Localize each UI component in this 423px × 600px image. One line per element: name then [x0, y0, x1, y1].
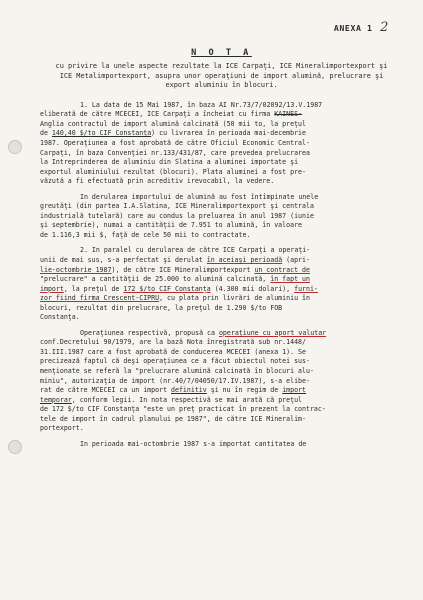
- annex-label-text: ANEXA 1: [333, 23, 373, 33]
- paragraph-2-line: de 1.116,3 mii $, faţă de cele 50 mii to contractate.: [40, 230, 251, 239]
- underlined-operation: operaţiune cu aport valutar: [218, 328, 327, 337]
- paragraph-4: [40, 329, 403, 434]
- paragraph-4-line: tele de import în cadrul planului pe 1987", de către ICE Mineralim-: [40, 414, 306, 423]
- annex-label: [334, 20, 389, 35]
- paragraph-2-line: şi septembrie), numai a cantităţii de 7.951 to alumină, în valoare: [40, 221, 303, 230]
- document-subtitle: cu privire la unele aspecte rezultate la ICE Carpaţi, ICE Mineralimportexport şi ICE Metalimportexport, asupra unor operaţiuni de import alumină, prelucrare şi export aluminiu în blocuri.: [55, 62, 388, 90]
- paragraph-3-line: lie-octombrie 1987), de către ICE Mineralimportexport un contract de: [40, 265, 310, 274]
- paragraph-1-line: Carpaţi, în baza Convenţiei nr.133/431/87, care prevedea prelucrarea: [40, 148, 310, 157]
- paragraph-3-line: 2. In paralel cu derularea de către ICE Carpaţi a operaţi-: [80, 246, 311, 255]
- paragraph-2-line: In derularea importului de alumină au fost întîmpinate unele: [80, 192, 319, 201]
- paragraph-3-line: blocuri, rezultat din prelucrare, la preţul de 1.290 $/to FOB: [40, 303, 283, 312]
- struck-firm-name: KAINES-: [274, 110, 303, 119]
- paragraph-4-line: miniu", autorizaţia de import (nr.40/7/04050/17.IV.1987), s-a elibe-: [40, 376, 310, 385]
- paragraph-1-line: văzută a fi efectuată prin acreditiv irevocabil, la vedere.: [40, 177, 275, 186]
- paragraph-4-line: Operaţiunea respectivă, propusă ca operaţiune cu aport valutar: [80, 328, 327, 337]
- paragraph-4-line: conf.Decretului 90/1979, are la bază Nota înregistrată sub nr.1448/: [40, 338, 306, 347]
- paragraph-3-line: import, la preţul de 172 $/to CIF Constanţa (4.300 mii dolari), furni-: [40, 284, 318, 293]
- underlined-supplier: furni-: [294, 284, 318, 293]
- annex-handwritten-number: 2: [380, 20, 389, 35]
- paragraph-3-line: "prelucrare" a cantităţii de 25.000 to alumină calcinată, în fapt un: [40, 275, 310, 284]
- paragraph-3-line: unii de mai sus, s-a perfectat şi derulat în aceiaşi perioadă (apri-: [40, 255, 310, 264]
- paragraph-1: [40, 101, 403, 187]
- underlined-period: în aceiaşi perioadă: [206, 255, 283, 264]
- punch-hole-bottom: [8, 440, 22, 454]
- paragraph-2-line: greutăţi (din partea I.A.Slatina, ICE Mineralimportexport şi centrala: [40, 202, 314, 211]
- paragraph-1-line: 1. La data de 15 Mai 1987, în baza AI Nr.73/7/02092/13.V.1987: [80, 100, 323, 109]
- paragraph-3-line: zor fiind firma Crescent-CIPRU, cu plata prin livrări de aluminiu în: [40, 294, 310, 303]
- paragraph-2-line: industrială tutelară) care au condus la preluarea în anul 1987 (iunie: [40, 211, 314, 220]
- paragraph-1-line: 1987. Operaţiunea a fost aprobată de către Oficiul Economic Central-: [40, 138, 310, 147]
- paragraph-2: [40, 193, 403, 241]
- paragraph-1-line: la Intreprinderea de aluminiu din Slatina a aluminei importate şi: [40, 158, 299, 167]
- underlined-temporary: temporar: [40, 395, 72, 404]
- punch-hole-top: [8, 140, 22, 154]
- underlined-fact: în fapt un: [270, 275, 310, 284]
- underlined-definitive: definitiv: [171, 386, 207, 395]
- paragraph-4-line: menţionate se referă la "prelucrare alumină calcinată în blocuri alu-: [40, 367, 314, 375]
- paragraph-3: [40, 246, 403, 322]
- paragraph-3-line: Constanţa.: [40, 313, 80, 322]
- underlined-contract: un contract de: [254, 265, 310, 274]
- underlined-import: import: [40, 284, 64, 293]
- underlined-dates: lie-octombrie 1987: [40, 265, 112, 274]
- paragraph-4-line: de 172 $/to CIF Constanţa "este un preţ practicat în prezent la contrac-: [40, 405, 326, 414]
- underlined-import-temp: import: [282, 386, 307, 395]
- underlined-supplier-firm: zor fiind firma Crescent-CIPRU: [40, 294, 160, 303]
- paragraph-4-line: portexport.: [40, 424, 84, 433]
- paragraph-4-line: precizează faptul că deşi operaţiunea ce a făcut obiectul notei sus-: [40, 357, 310, 366]
- paragraph-5-line: In perioada mai-octombrie 1987 s-a importat cantitatea de: [80, 439, 307, 448]
- underlined-price-172: 172 $/to CIF Constanţa: [123, 284, 211, 293]
- paragraph-1-line: eliberată de către MCECEI, ICE Carpaţi a încheiat cu firma KAINES-: [40, 110, 303, 119]
- paragraph-1-line: exportul aluminiului rezultat (blocuri). Plata aluminei a fost pre-: [40, 167, 306, 176]
- underlined-price: 140,40 $/to CIF Constanţa: [51, 129, 152, 138]
- paragraph-4-line: rat de către MCECEI ca un import definitiv şi nu în regim de import: [40, 386, 307, 395]
- document-title: N O T A: [191, 48, 252, 58]
- paragraph-1-line: Anglia contractul de import alumină calcinată (50 mii to, la preţul: [40, 119, 306, 128]
- paragraph-1-line: de 140,40 $/to CIF Constanţa) cu livrarea în perioada mai-decembrie: [40, 129, 306, 138]
- paragraph-4-line: temporar, conform legii. In nota respectivă se mai arată că preţul: [40, 395, 303, 404]
- paragraph-4-line: 31.III.1987 care a fost aprobată de conducerea MCECEI (anexa 1). Se: [40, 347, 306, 356]
- paragraph-5: [40, 440, 403, 450]
